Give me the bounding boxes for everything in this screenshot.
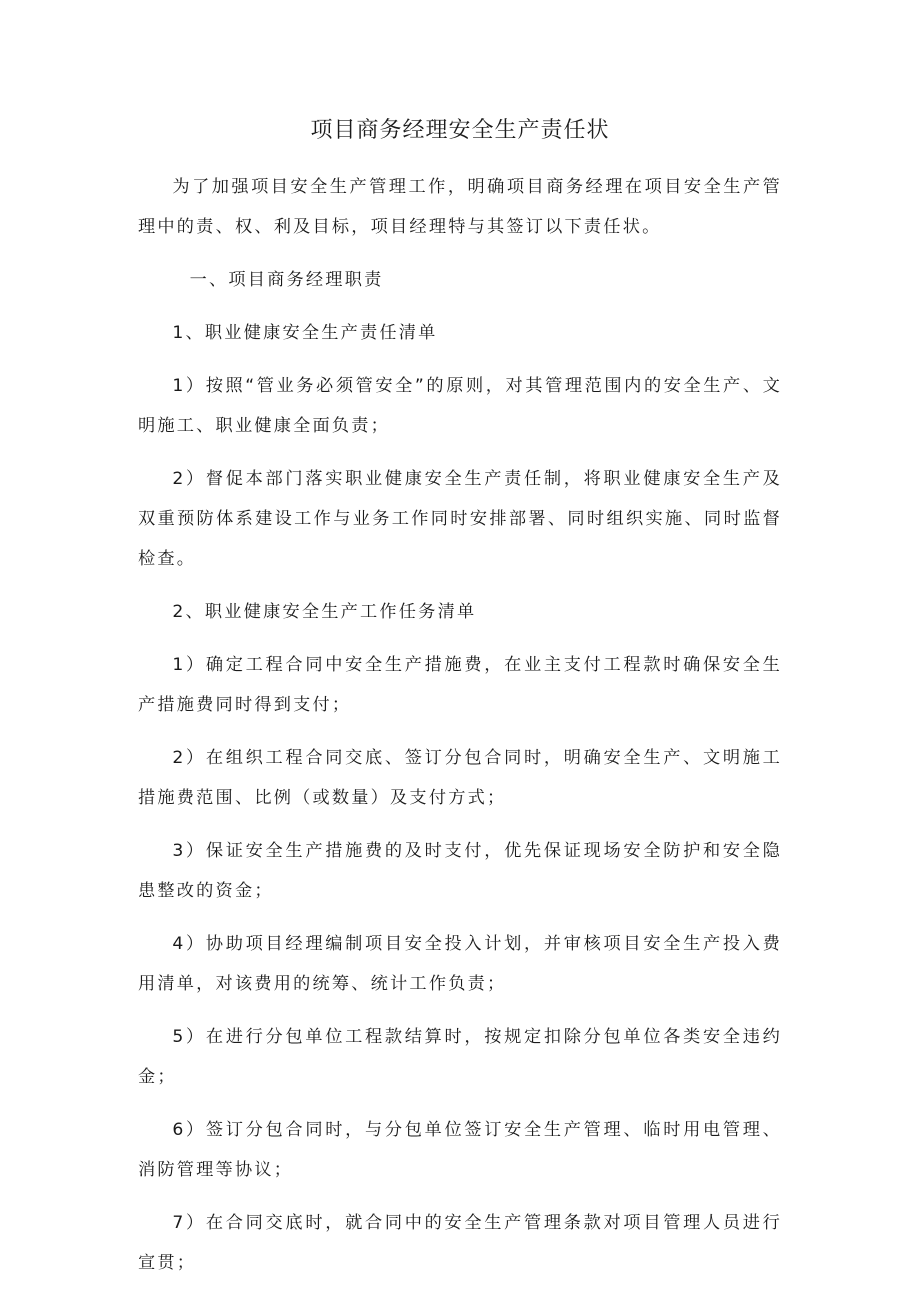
list-item: 5）在进行分包单位工程款结算时，按规定扣除分包单位各类安全违约金； — [138, 1027, 782, 1087]
list-item: 3）保证安全生产措施费的及时支付，优先保证现场安全防护和安全隐患整改的资金； — [138, 841, 782, 901]
section-heading: 一、项目商务经理职责 — [189, 270, 384, 290]
list-item: 6）签订分包合同时，与分包单位签订安全生产管理、临时用电管理、消防管理等协议； — [138, 1120, 782, 1180]
subsection-heading: 1、职业健康安全生产责任清单 — [172, 323, 438, 343]
document-title: 项目商务经理安全生产责任状 — [310, 118, 610, 143]
list-item: 4）协助项目经理编制项目安全投入计划，并审核项目安全生产投入费用清单，对该费用的统筹、统计工作负责； — [138, 934, 782, 994]
list-item: 1）按照“管业务必须管安全”的原则，对其管理范围内的安全生产、文明施工、职业健康全面负责； — [138, 376, 782, 436]
list-item: 2）督促本部门落实职业健康安全生产责任制，将职业健康安全生产及双重预防体系建设工作与业务工作同时安排部署、同时组织实施、同时监督检查。 — [138, 469, 782, 569]
list-item: 2）在组织工程合同交底、签订分包合同时，明确安全生产、文明施工措施费范围、比例（或数量）及支付方式； — [138, 748, 782, 808]
list-item: 7）在合同交底时，就合同中的安全生产管理条款对项目管理人员进行宣贯； — [138, 1213, 782, 1273]
list-item: 1）确定工程合同中安全生产措施费，在业主支付工程款时确保安全生产措施费同时得到支付； — [138, 655, 782, 715]
intro-paragraph: 为了加强项目安全生产管理工作，明确项目商务经理在项目安全生产管理中的责、权、利及目标，项目经理特与其签订以下责任状。 — [138, 177, 782, 237]
subsection-heading: 2、职业健康安全生产工作任务清单 — [172, 602, 477, 622]
